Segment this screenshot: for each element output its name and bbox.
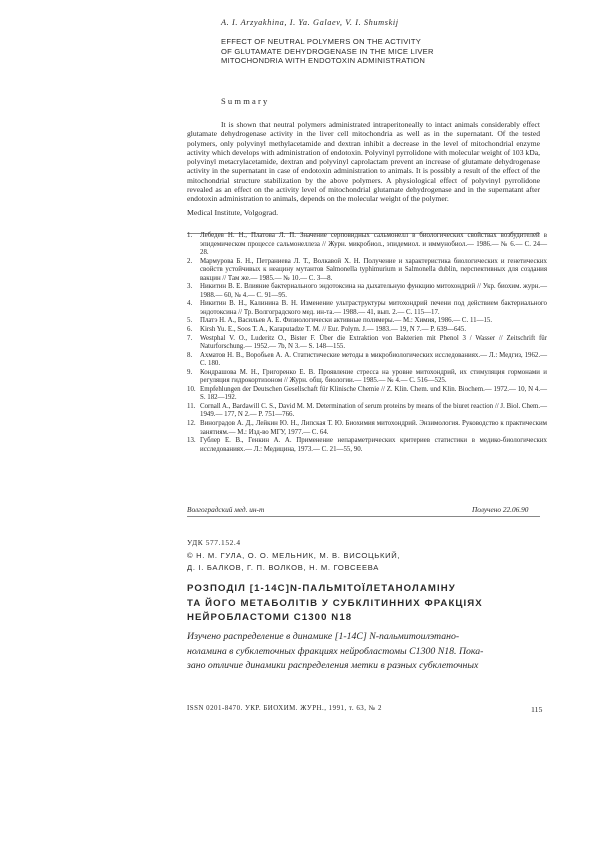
article2-title-line: ТА ЙОГО МЕТАБОЛІТІВ У СУБКЛІТИННИХ ФРАКЦІЯХ <box>187 597 483 609</box>
abstract-line: зано отличие динамики распределения метки в разных субклеточных <box>187 660 479 672</box>
reference-item: 9. Кондрашова М. Н., Григоренко Е. В. Проявление стресса на уровне митохондрий, их стимуляция гормонами и регуляция гидрокортизоном // Журн. общ. биологии.— 1985.— № 4.— С. 516—525. <box>187 368 547 385</box>
reference-text: Лебедев Н. Н., Платова Л. П. Значение серповидных сальмонелл в биологических свойствах возбудителей в эпидемическом процессе сальмонеллеза // Журн. микробиол., эпидемиол. и иммунобиол.— 1986.— № 6.— С. 24—28. <box>200 232 547 257</box>
reference-item: 4. Никитин В. Н., Калинина В. Н. Изменение ультраструктуры митохондрий печени под действием бактериального эндотоксина // Тр. Волгоградского мед. ин-та.— 1988.— 41, вып. 2.— С. 115—17. <box>187 300 547 316</box>
article2-authors-line: © Н. М. ГУЛА, О. О. МЕЛЬНИК, М. В. ВИСОЦЬКИЙ, <box>187 551 401 560</box>
article2-authors <box>187 550 547 573</box>
institute-line: Волгоградский мед. ин-т <box>187 505 265 514</box>
reference-text: Мармурова Б. Н., Петраниева Л. Т., Волкавой Х. Н. Получение и характеристика биологических и генетических свойств устойчивых к неацину мутантов Salmonella typhimurium и Salmonella dublin, перспективных для создания вакцин // Там же.— 1985.— № 10.— С. 3—8. <box>200 257 547 282</box>
summary-heading: Summary <box>221 96 270 106</box>
reference-text: Платэ Н. А., Васильев А. Е. Физиологически активные полимеры.— М.: Химия, 1986.— С. 11—15. <box>200 317 493 325</box>
reference-text: Гублер Е. В., Генкин А. А. Применение непараметрических критериев статистики в медико-биологических исследованиях.— Л.: Медицина, 1973.— С. 21—55, 90. <box>200 437 547 453</box>
reference-item: 11. Cornall A., Bardawill C. S., David M. M. Determination of serum proteins by means of the biuret reaction // J. Biol. Chem.— 1949.— 177, N 2.— P. 751—766. <box>187 402 547 419</box>
summary-text <box>187 120 540 204</box>
reference-text: Empfehlungen der Deutschen Gesellschaft für Klinische Chemie // Z. Klin. Chem. und Klin. Biochem.— 1972.— 10, N 4.— S. 182—192. <box>200 385 547 402</box>
reference-item: 8. Ахматов Н. В., Воробьев А. А. Статистические методы в микробиологических исследованиях.— Л.: Медгиз, 1962.— С. 180. <box>187 351 547 368</box>
article2-abstract <box>187 630 540 674</box>
article1-title-line: OF GLUTAMATE DEHYDROGENASE IN THE MICE LIVER <box>221 46 434 56</box>
page-number: 115 <box>531 705 543 714</box>
journal-footer: ISSN 0201-8470. УКР. БИОХИМ. ЖУРН., 1991, т. 63, № 2 <box>187 705 382 712</box>
article1-authors: A. I. Arzyakhina, I. Ya. Galaev, V. I. Shumskij <box>221 18 399 27</box>
reference-text: Кондрашова М. Н., Григоренко Е. В. Проявление стресса на уровне митохондрий, их стимуляция гормонами и регуляция гидрокортизоном // Журн. общ. биологии.— 1985.— № 4.— С. 516—525. <box>200 368 547 385</box>
reference-text: Kirsh Yu. E., Soos T. A., Karaputadze T. M. // Eur. Polym. J.— 1983.— 19, N 7.— P. 639—645. <box>200 326 467 334</box>
article2-authors-line: Д. І. БАЛКОВ, Г. П. ВОЛКОВ, Н. М. ГОВСЕЕВА <box>187 562 380 572</box>
reference-item: 5. Платэ Н. А., Васильев А. Е. Физиологически активные полимеры.— М.: Химия, 1986.— С. 11—15. <box>187 317 493 325</box>
reference-item: 6. Kirsh Yu. E., Soos T. A., Karaputadze T. M. // Eur. Polym. J.— 1983.— 19, N 7.— P. 639—645. <box>187 326 467 334</box>
summary-paragraph: It is shown that neutral polymers administrated intraperitoneally to intact animals considerably effect glutamate dehydrogenase activity in the liver cell mitochondria as well as in the supernatant. Of the tested polymers, only polyvinyl methylacetamide and dextran inhibit a decrease in the level of mitochondrial enzyme activity which develops with administration of endotoxin. Polyvinyl pyrrolidone with molecular weight of 103 kDa, polyvinyl metacrylacetamide, dextran and polyvinyl caprolactam prevent an increase of glutamate dehydrogenase activity in the supernatant in case of endotoxin administration to animals. It is possibly a result of the effect of the mitochondrial structure stabilization by the above polymers. A physiological effect of polyvinyl pyrrolidone revealed as an effect on the activity level of mitochondrial glutamate dehydrogenase and in the supernatant after endotoxin administration to animals, depends on the molecular weight of the polymer. <box>187 120 540 204</box>
reference-item: 1. Лебедев Н. Н., Платова Л. П. Значение серповидных сальмонелл в биологических свойствах возбудителей в эпидемическом процессе сальмонеллеза // Журн. микробиол., эпидемиол. и иммунобиол.— 1986.— № 6.— С. 24—28. <box>187 232 547 257</box>
article1-title-line: EFFECT OF NEUTRAL POLYMERS ON THE ACTIVITY <box>221 37 422 46</box>
udk-code: УДК 577.152.4 <box>187 538 241 547</box>
reference-text: Виноградов А. Д., Лейкин Ю. Н., Липская Т. Ю. Биохимия митохондрий. Энзимология. Руководство к практическим занятиям.— М.: Изд-во МГУ, 1977.— С. 64. <box>200 420 547 436</box>
reference-text: Westphal V. O., Luderitz O., Bister F. Über die Extraktion von Bakterien mit Phenol 3 / Wasser // Zeitschrift für Naturforschung.— 1952.— 7b, N 3.— S. 148—155. <box>200 334 547 351</box>
references-list <box>187 232 547 454</box>
received-date: Получено 22.06.90 <box>472 505 529 514</box>
article1-title <box>221 37 541 66</box>
abstract-line: ноламина в субклеточных фракциях нейробластомы C1300 N18. Пока- <box>187 645 484 657</box>
reference-item: 7. Westphal V. O., Luderitz O., Bister F. Über die Extraktion von Bakterien mit Phenol 3 / Wasser // Zeitschrift für Naturforschung.— 1952.— 7b, N 3.— S. 148—155. <box>187 334 547 351</box>
article1-title-line: MITOCHONDRIA WITH ENDOTOXIN ADMINISTRATION <box>221 56 426 66</box>
reference-item: 10. Empfehlungen der Deutschen Gesellschaft für Klinische Chemie // Z. Klin. Chem. und Klin. Biochem.— 1972.— 10, N 4.— S. 182—192. <box>187 385 547 402</box>
article-divider <box>187 516 540 517</box>
reference-text: Cornall A., Bardawill C. S., David M. M. Determination of serum proteins by means of the biuret reaction // J. Biol. Chem.— 1949.— 177, N 2.— P. 751—766. <box>200 402 547 419</box>
reference-item: 2. Мармурова Б. Н., Петраниева Л. Т., Волкавой Х. Н. Получение и характеристика биологических и генетических свойств устойчивых к неацину мутантов Salmonella typhimurium и Salmonella dublin, перспективных для создания вакцин // Там же.— 1985.— № 10.— С. 3—8. <box>187 257 547 282</box>
reference-item: 12. Виноградов А. Д., Лейкин Ю. Н., Липская Т. Ю. Биохимия митохондрий. Энзимология. Руководство к практическим занятиям.— М.: Изд-во МГУ, 1977.— С. 64. <box>187 420 547 436</box>
article2-title-line: НЕЙРОБЛАСТОМИ C1300 N18 <box>187 612 353 623</box>
reference-text: Никитин В. Н., Калинина В. Н. Изменение ультраструктуры митохондрий печени под действием бактериального эндотоксина // Тр. Волгоградского мед. ин-та.— 1988.— 41, вып. 2.— С. 115—17. <box>200 300 547 316</box>
reference-item: 13. Гублер Е. В., Генкин А. А. Применение непараметрических критериев статистики в медико-биологических исследованиях.— Л.: Медицина, 1973.— С. 21—55, 90. <box>187 437 547 453</box>
reference-text: Никитин В. Е. Влияние бактериального эндотоксина на дыхательную функцию митохондрий // Укр. биохим. журн.— 1988.— 60, № 4.— С. 91—95. <box>200 283 547 299</box>
reference-item: 3. Никитин В. Е. Влияние бактериального эндотоксина на дыхательную функцию митохондрий // Укр. биохим. журн.— 1988.— 60, № 4.— С. 91—95. <box>187 283 547 299</box>
affiliation: Medical Institute, Volgograd. <box>187 208 279 217</box>
reference-text: Ахматов Н. В., Воробьев А. А. Статистические методы в микробиологических исследованиях.— Л.: Медгиз, 1962.— С. 180. <box>200 351 547 368</box>
article2-title <box>187 582 547 626</box>
abstract-line: Изучено распределение в динамике [1-14C] N-пальмитоилэтано- <box>187 631 460 642</box>
article2-title-line: РОЗПОДІЛ [1-14C]N-ПАЛЬМІТОЇЛЕТАНОЛАМІНУ <box>187 583 456 594</box>
